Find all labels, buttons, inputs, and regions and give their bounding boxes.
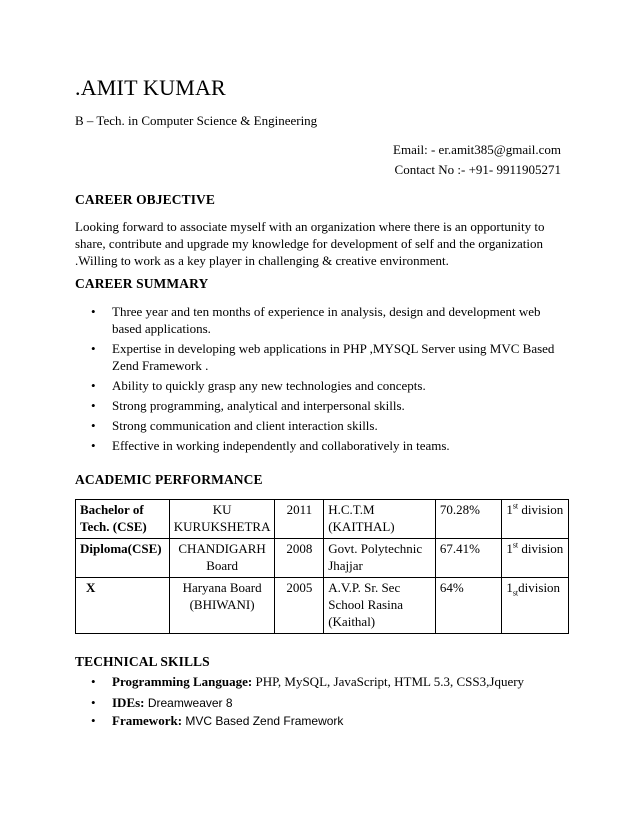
phone-label: Contact No :- — [394, 162, 466, 177]
percent-cell: 67.41% — [435, 539, 501, 578]
candidate-name: .AMIT KUMAR — [75, 75, 226, 100]
career-objective-heading: CAREER OBJECTIVE — [75, 192, 216, 207]
list-item: • Ability to quickly grasp any new technologies and concepts. — [91, 378, 426, 393]
degree-cell: X — [76, 578, 170, 634]
list-item — [75, 673, 565, 690]
bullet-icon: • — [91, 695, 96, 710]
division-cell: $1_{st}division$ — [502, 578, 569, 634]
technical-skills-heading: TECHNICAL SKILLS — [75, 654, 210, 669]
email-row — [393, 140, 561, 160]
skill-label: Framework: — [112, 713, 183, 728]
bullet-icon: • — [91, 713, 96, 728]
percent-cell: 70.28% — [435, 500, 501, 539]
percent-cell: 64% — [435, 578, 501, 634]
table-row — [76, 539, 569, 578]
division-cell: 1st division — [502, 500, 569, 539]
list-item: • Effective in working independently and collaboratively in teams. — [91, 438, 450, 453]
list-item — [75, 694, 565, 712]
list-item — [75, 712, 565, 730]
technical-skills-list — [75, 673, 565, 730]
list-item: • Strong communication and client interaction skills. — [91, 418, 378, 433]
list-item: • Expertise in developing web applications in PHP ,MYSQL Server using MVC Based Zend Framework . — [91, 341, 555, 373]
bullet-icon: • — [91, 418, 96, 433]
career-objective-text: Looking forward to associate myself with an organization where there is an opportunity to share, contribute and upgrade my knowledge for development of self and the organization .Willing to work as a key player in challenging & creative environment. — [75, 219, 545, 268]
year-cell: 2005 — [275, 578, 324, 634]
board-cell: Haryana Board (BHIWANI) — [169, 578, 275, 634]
list-item: • Three year and ten months of experience in analysis, design and development web based applications. — [91, 304, 541, 336]
skill-label: Programming Language: — [112, 674, 253, 689]
bullet-icon: • — [91, 398, 96, 413]
bullet-icon: • — [91, 378, 96, 393]
year-cell: 2011 — [275, 500, 324, 539]
contact-block — [393, 140, 561, 180]
skill-value: MVC Based Zend Framework — [182, 714, 344, 728]
board-cell: KU KURUKSHETRA — [169, 500, 275, 539]
academic-table — [75, 499, 569, 634]
email-value: er.amit385@gmail.com — [438, 142, 561, 157]
bullet-icon: • — [91, 304, 96, 319]
skill-value: Dreamweaver 8 — [144, 696, 233, 710]
email-label: Email: - — [393, 142, 436, 157]
degree-cell: Diploma(CSE) — [76, 539, 170, 578]
table-row — [76, 578, 569, 634]
table-row — [76, 500, 569, 539]
career-summary-heading: CAREER SUMMARY — [75, 276, 209, 291]
skill-label: IDEs: — [112, 695, 145, 710]
year-cell: 2008 — [275, 539, 324, 578]
academic-heading: ACADEMIC PERFORMANCE — [75, 472, 263, 487]
division-cell: 1st division — [502, 539, 569, 578]
institute-cell: Govt. Polytechnic Jhajjar — [324, 539, 436, 578]
skill-value: PHP, MySQL, JavaScript, HTML 5.3, CSS3,Jquery — [252, 674, 525, 689]
board-cell: CHANDIGARH Board — [169, 539, 275, 578]
degree-cell: Bachelor of Tech. (CSE) — [76, 500, 170, 539]
list-item: • Strong programming, analytical and interpersonal skills. — [91, 398, 405, 413]
bullet-icon: • — [91, 438, 96, 453]
bullet-icon: • — [91, 341, 96, 356]
phone-row — [393, 160, 561, 180]
institute-cell: H.C.T.M (KAITHAL) — [324, 500, 436, 539]
phone-value: +91- 9911905271 — [468, 162, 561, 177]
institute-cell: A.V.P. Sr. Sec School Rasina (Kaithal) — [324, 578, 436, 634]
bullet-icon: • — [91, 674, 96, 689]
career-summary-list — [75, 303, 565, 454]
candidate-degree: B – Tech. in Computer Science & Engineering — [75, 113, 318, 128]
